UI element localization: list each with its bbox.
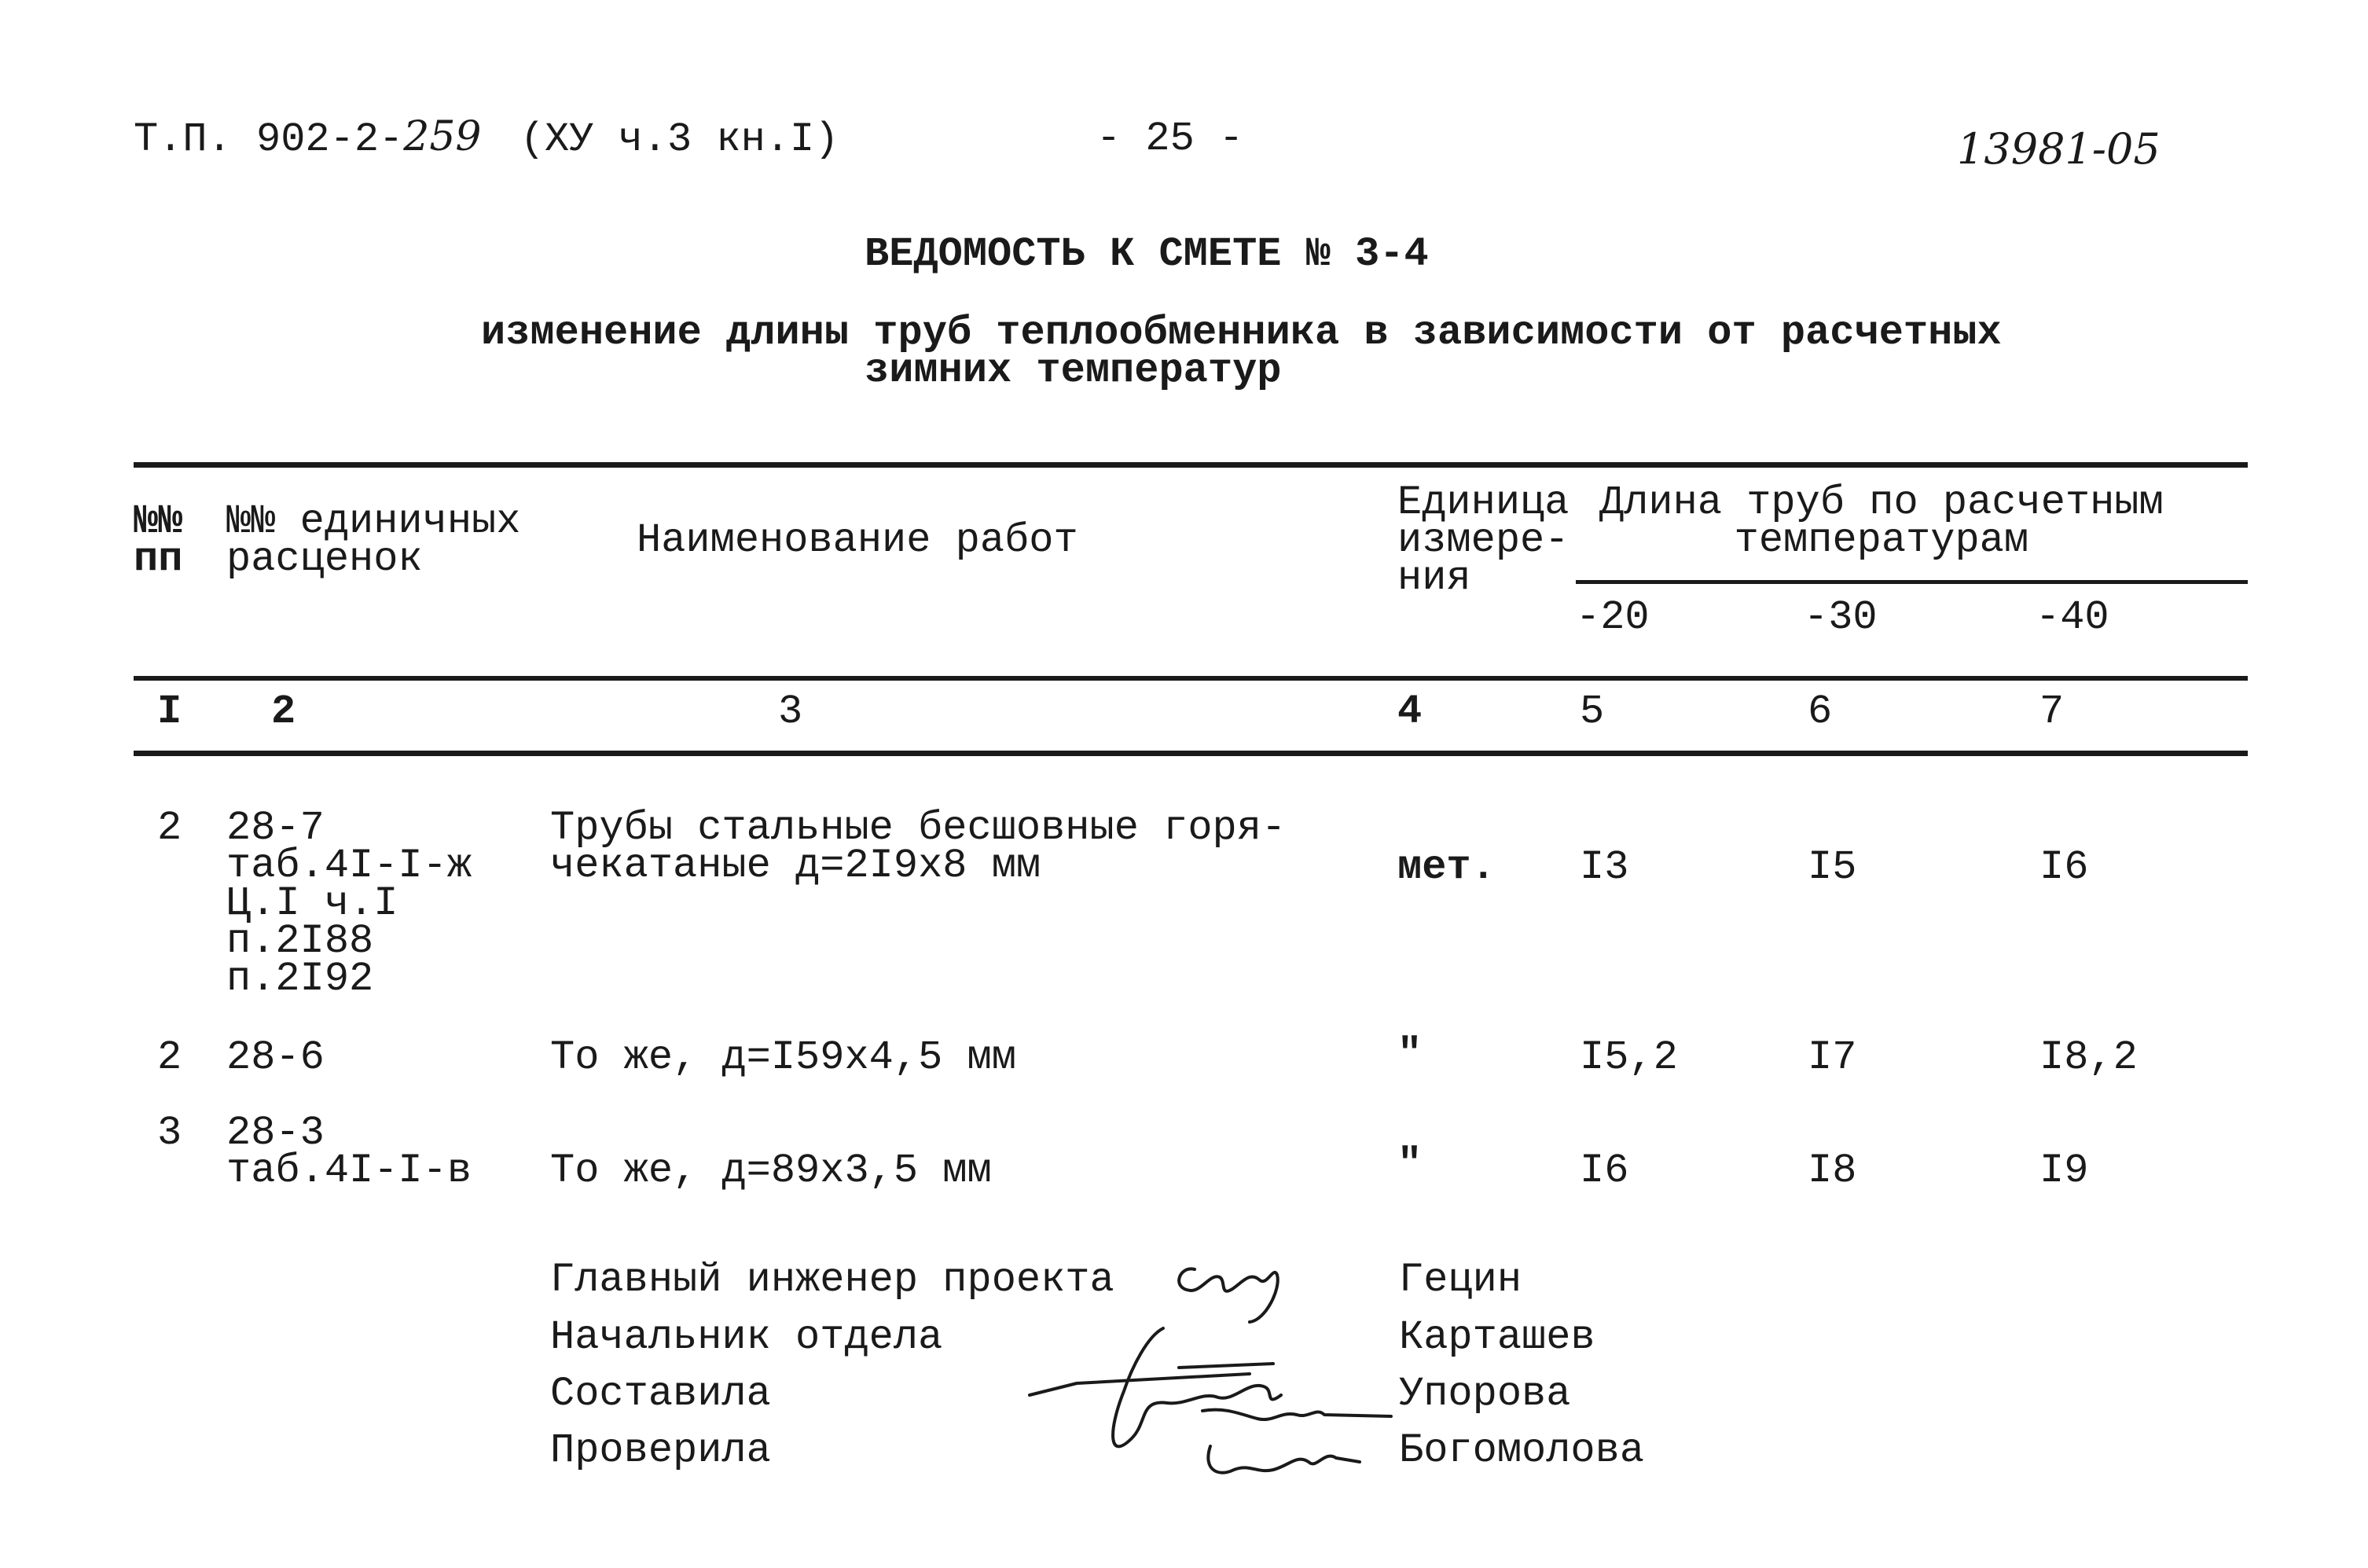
document-title: ВЕДОМОСТЬ К СМЕТЕ № 3-4 (865, 231, 1429, 277)
header-work-name: Наименование работ (637, 517, 1078, 564)
row-number: 2 (157, 1034, 182, 1081)
doc-code-prefix: Т.П. 902-2- (134, 116, 404, 163)
row-value-minus30: I7 (1808, 1034, 1857, 1081)
handwritten-signatures (1014, 1234, 1407, 1493)
row-unit: " (1397, 1031, 1423, 1078)
header-temp-minus30: -30 (1804, 594, 1878, 641)
doc-code-suffix: (ХУ ч.3 кн.I) (519, 116, 839, 163)
row-rate-code: 28-6 (226, 1034, 325, 1081)
row-work-name: То же, д=I59х4,5 мм (550, 1034, 1016, 1081)
signature-name: Карташев (1399, 1314, 1595, 1361)
signature-scribble-4 (1202, 1410, 1391, 1419)
header-row-number: №№ пп (134, 498, 183, 582)
header-temp-minus40: -40 (2036, 594, 2109, 641)
row-value-minus40: I8,2 (2039, 1034, 2138, 1081)
doc-code-handwritten: 259 (403, 113, 482, 160)
row-value-minus20: I3 (1580, 844, 1629, 890)
signature-name: Гецин (1399, 1257, 1522, 1303)
row-value-minus20: I6 (1580, 1148, 1629, 1194)
row-value-minus30: I8 (1808, 1148, 1857, 1194)
signature-name: Богомолова (1399, 1427, 1645, 1474)
row-value-minus40: I6 (2039, 844, 2089, 890)
column-number-1: I (157, 689, 182, 735)
signature-scribble-2 (1113, 1328, 1281, 1446)
signature-role: Главный инженер проекта (550, 1257, 1114, 1303)
doc-code (134, 113, 839, 163)
row-work-name: Трубы стальные бесшовные горя- чекатаные д=2I9х8 мм (550, 805, 1287, 889)
row-unit: " (1397, 1141, 1423, 1188)
header-unit: Единица измере- ния (1397, 479, 1569, 601)
signature-scribble-1 (1179, 1269, 1278, 1322)
signature-role: Составила (550, 1371, 771, 1417)
row-number: 2 (157, 805, 182, 851)
column-number-3: 3 (778, 689, 803, 735)
row-value-minus20: I5,2 (1580, 1034, 1678, 1081)
group-header-rule (1576, 580, 2248, 584)
signature-scribble-5 (1208, 1446, 1360, 1473)
header-temp-minus20: -20 (1576, 594, 1650, 641)
document-subtitle-line2: зимних температур (865, 347, 1282, 394)
row-unit: мет. (1397, 844, 1496, 890)
column-number-6: 6 (1808, 689, 1833, 735)
row-rate-code: 28-7 таб.4I-I-ж Ц.I ч.I п.2I88 п.2I92 (226, 805, 472, 1002)
page-number: - 25 - (1096, 116, 1244, 162)
row-work-name: То же, д=89х3,5 мм (550, 1148, 992, 1194)
row-value-minus30: I5 (1808, 844, 1857, 890)
document-subtitle-line1: изменение длины труб теплообменника в зависимости от расчетных (481, 310, 2002, 356)
column-number-4: 4 (1397, 689, 1423, 735)
signature-role: Проверила (550, 1427, 771, 1474)
row-rate-code: 28-3 таб.4I-I-в (226, 1110, 472, 1194)
signature-name: Упорова (1399, 1371, 1571, 1417)
header-pipe-length-group: Длина труб по расчетным температурам (1599, 479, 2164, 564)
signature-scribble-3 (1030, 1364, 1273, 1395)
archive-number: 13981-05 (1957, 124, 2161, 174)
table-top-rule (134, 462, 2248, 468)
column-number-2: 2 (271, 689, 296, 735)
row-number: 3 (157, 1110, 182, 1156)
column-number-7: 7 (2039, 689, 2065, 735)
column-number-5: 5 (1580, 689, 1605, 735)
header-rate-code: №№ единичных расценок (226, 498, 521, 582)
signature-role: Начальник отдела (550, 1314, 943, 1361)
column-numbers-rule (134, 751, 2248, 756)
header-bottom-rule (134, 676, 2248, 681)
row-value-minus40: I9 (2039, 1148, 2089, 1194)
